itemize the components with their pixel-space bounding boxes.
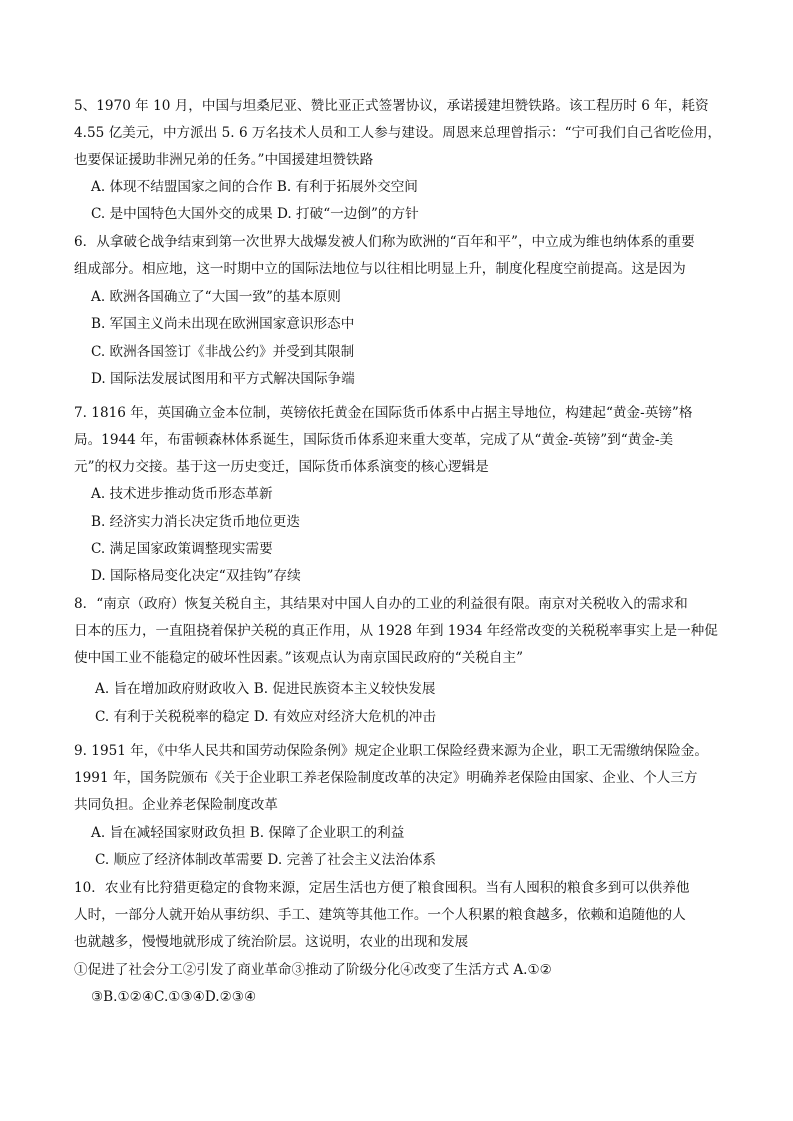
question-5-stem-line-3: 也要保证援助非洲兄弟的任务。”中国援建坦赞铁路 (74, 152, 374, 168)
question-10-options: ③B.①②④C.①③④D.②③④ (91, 989, 257, 1005)
question-10-stem-line-2: 人时，一部分人就开始从事纺织、手工、建筑等其他工作。一个人积累的粮食越多，依赖和追随他的人 (74, 907, 686, 923)
question-5-options-ab: A. 体现不结盟国家之间的合作 B. 有利于拓展外交空间 (91, 179, 418, 195)
question-7-stem-line-2: 局。1944 年，布雷顿森林体系诞生，国际货币体系迎来重大变革，完成了从“黄金-英镑”到“黄金-美 (74, 432, 674, 448)
question-10-stem-line-1: 10．农业有比狩猎更稳定的食物来源，定居生活也方便了粮食囤积。当有人囤积的粮食多到可以供养他 (74, 880, 690, 896)
question-7-option-c: C. 满足国家政策调整现实需要 (91, 541, 273, 557)
question-9-stem-line-3: 共同负担。企业养老保险制度改革 (74, 797, 278, 813)
question-5-stem-line-2: 4.55 亿美元，中方派出 5. 6 万名技术人员和工人参与建设。周恩来总理曾指示：“宁可我们自己省吃俭用， (74, 125, 722, 141)
question-6-option-d: D. 国际法发展试图用和平方式解决国际争端 (91, 371, 355, 387)
question-6-stem-line-1: 6．从拿破仑战争结束到第一次世界大战爆发被人们称为欧洲的“百年和平”，中立成为维也纳体系的重要 (74, 234, 695, 250)
question-6-option-a: A. 欧洲各国确立了“大国一致”的基本原则 (91, 289, 341, 305)
question-6-option-c: C. 欧洲各国签订《非战公约》并受到其限制 (91, 344, 355, 360)
question-7-option-b: B. 经济实力消长决定货币地位更迭 (91, 514, 300, 530)
question-8-stem-line-1: 8．“南京（政府）恢复关税自主，其结果对中国人自办的工业的利益很有限。南京对关税收入的需求和 (74, 596, 688, 612)
question-9-stem-line-2: 1991 年，国务院颁布《关于企业职工养老保险制度改革的决定》明确养老保险由国家、企业、个人三方 (74, 770, 698, 786)
question-6-option-b: B. 军国主义尚未出现在欧洲国家意识形态中 (91, 316, 355, 332)
question-8-options-cd: C. 有利于关税税率的稳定 D. 有效应对经济大危机的冲击 (95, 709, 436, 725)
question-8-stem-line-2: 日本的压力，一直阻挠着保护关税的真正作用，从 1928 年到 1934 年经常改变的关税税率事实上是一种促 (74, 623, 718, 639)
question-7-stem-line-1: 7. 1816 年，英国确立金本位制，英镑依托黄金在国际货币体系中占据主导地位，构建起“黄金-英镑”格 (74, 405, 693, 421)
question-8-stem-line-3: 使中国工业不能稳定的破坏性因素。”该观点认为南京国民政府的“关税自主” (74, 650, 524, 666)
question-10-stem-line-3: 也就越多，慢慢地就形成了统治阶层。这说明，农业的出现和发展 (74, 934, 469, 950)
question-5-options-cd: C. 是中国特色大国外交的成果 D. 打破“一边倒”的方针 (91, 206, 419, 222)
question-9-options-ab: A. 旨在减轻国家财政负担 B. 保障了企业职工的利益 (91, 825, 405, 841)
question-6-stem-line-2: 组成部分。相应地，这一时期中立的国际法地位与以往相比明显上升，制度化程度空前提高。这是因为 (74, 261, 686, 277)
question-10-stem-line-4: ①促进了社会分工②引发了商业革命③推动了阶级分化④改变了生活方式 A.①② (74, 962, 552, 978)
question-9-options-cd: C. 顺应了经济体制改革需要 D. 完善了社会主义法治体系 (95, 852, 436, 868)
question-7-option-a: A. 技术进步推动货币形态革新 (91, 486, 273, 502)
question-5-stem-line-1: 5、1970 年 10 月，中国与坦桑尼亚、赞比亚正式签署协议，承诺援建坦赞铁路。该工程历时 6 年，耗资 (74, 98, 709, 114)
question-8-options-ab: A. 旨在增加政府财政收入 B. 促进民族资本主义较快发展 (95, 681, 436, 697)
question-7-option-d: D. 国际格局变化决定“双挂钩”存续 (91, 568, 301, 584)
question-9-stem-line-1: 9. 1951 年，《中华人民共和国劳动保险条例》规定企业职工保险经费来源为企业，职工无需缴纳保险金。 (74, 743, 708, 759)
question-7-stem-line-3: 元”的权力交接。基于这一历史变迁，国际货币体系演变的核心逻辑是 (74, 459, 489, 475)
